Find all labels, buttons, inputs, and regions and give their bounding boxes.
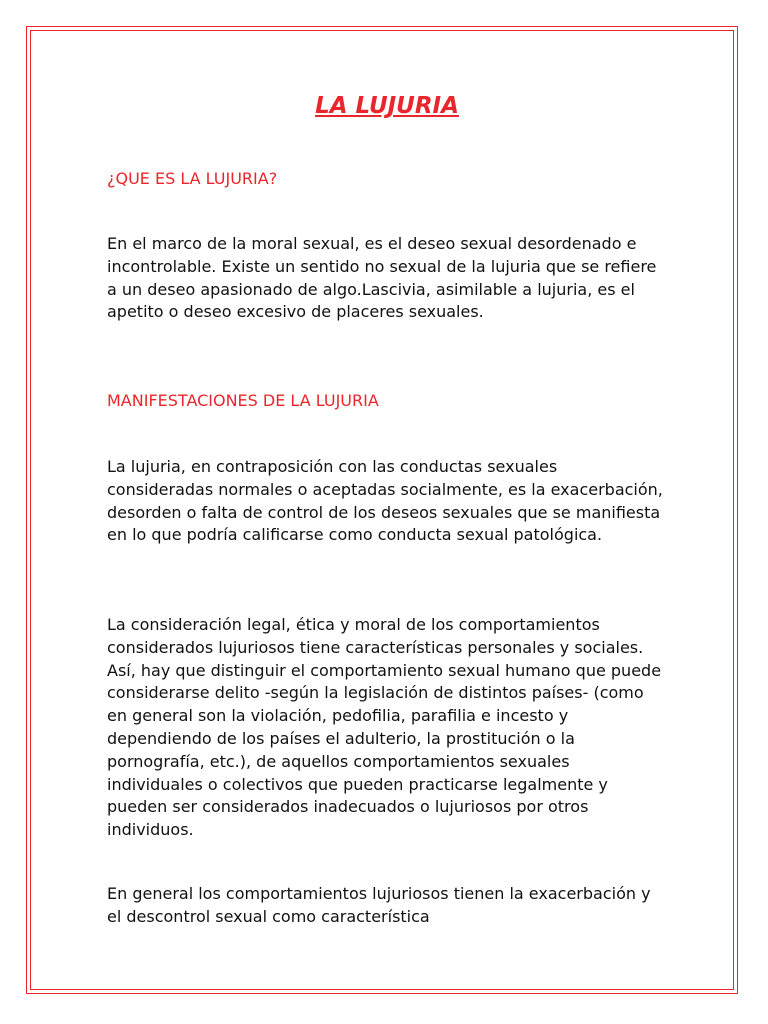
paragraph-general: En general los comportamientos lujuriosos tienen la exacerbación y el descontrol sexual como característica <box>107 884 651 926</box>
section-heading-what-is: ¿QUE ES LA LUJURIA? <box>107 169 278 188</box>
document-body <box>107 88 667 926</box>
section-heading-manifestations: MANIFESTACIONES DE LA LUJURIA <box>107 391 379 410</box>
document-title: LA LUJURIA <box>315 93 459 119</box>
paragraph-manifestations: La lujuria, en contraposición con las conductas sexuales consideradas normales o aceptadas socialmente, es la exacerbación, desorden o falta de control de los deseos sexuales que se manifiesta en lo que podría calificarse como conducta sexual patológica. <box>107 457 663 545</box>
paragraph-legal-considerations: La consideración legal, ética y moral de los comportamientos considerados lujuriosos tiene características personales y sociales. Así, hay que distinguir el comportamiento sexual humano que puede considerarse delito -según la legislación de distintos países- (como en general son la violación, pedofilia, parafilia e incesto y dependiendo de los países el adulterio, la prostitución o la pornografía, etc.), de aquellos comportamientos sexuales individuales o colectivos que pueden practicarse legalmente y pueden ser considerados inadecuados o lujuriosos por otros individuos. <box>107 615 662 840</box>
paragraph-definition: En el marco de la moral sexual, es el deseo sexual desordenado e incontrolable. Existe un sentido no sexual de la lujuria que se refiere a un deseo apasionado de algo.Lascivia, asimilable a lujuria, es el apetito o deseo excesivo de placeres sexuales. <box>107 234 657 322</box>
